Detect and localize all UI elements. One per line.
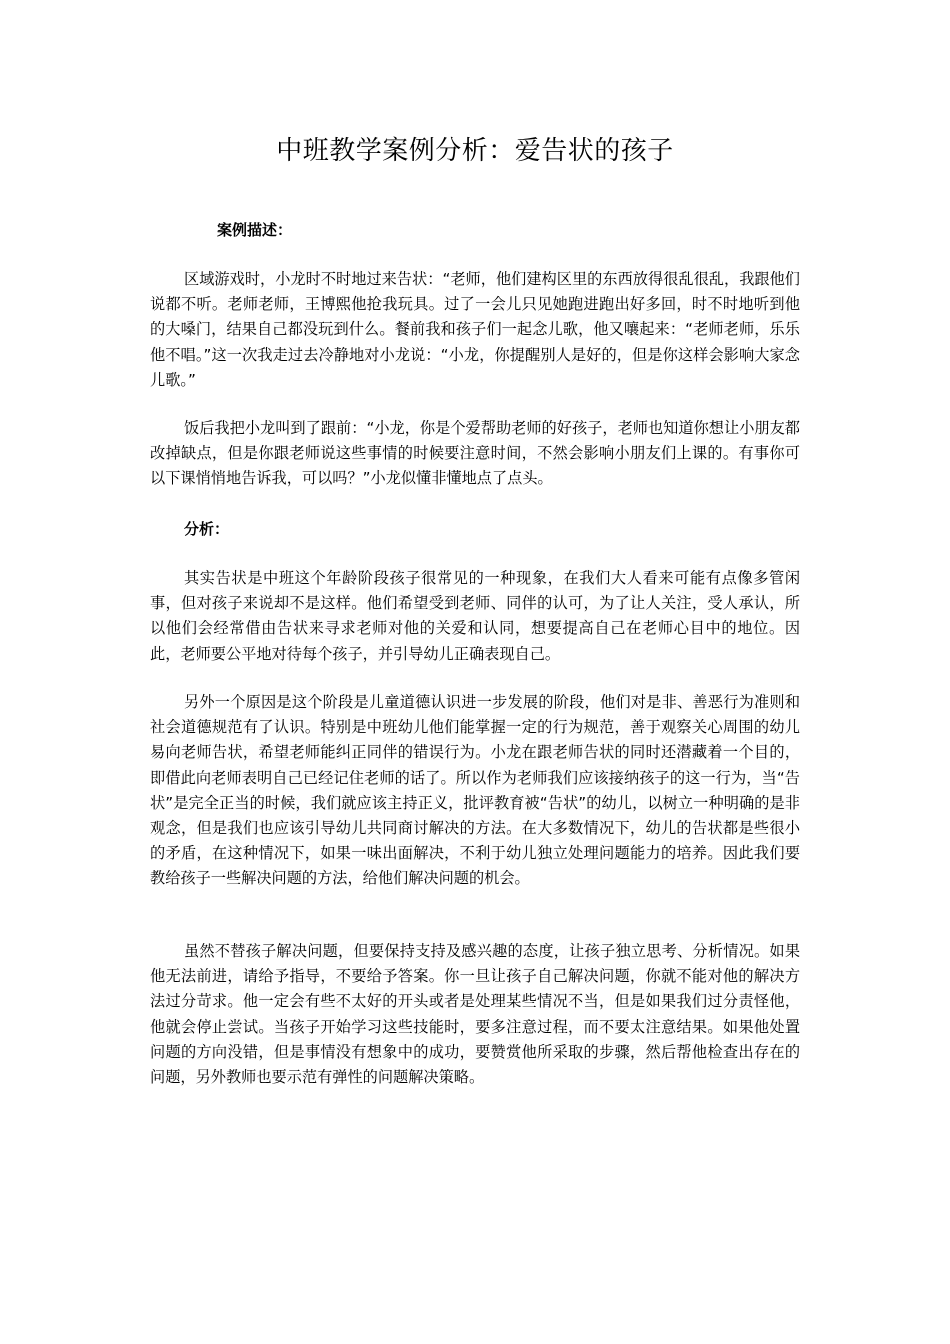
section-heading-analysis: 分析： xyxy=(184,520,230,538)
document-title: 中班教学案例分析：爱告状的孩子 xyxy=(276,136,674,166)
paragraph-case-2: 饭后我把小龙叫到了跟前：“小龙，你是个爱帮助老师的好孩子，老师也知道你想让小朋友都改掉缺点，但是你跟老师说这些事情的时候要注意时间，不然会影响小朋友们上课的。有事你可以下课悄悄地告诉我，可以吗？”小龙似懂非懂地点了点头。 xyxy=(150,419,800,488)
paragraph-analysis-3: 虽然不替孩子解决问题，但要保持支持及感兴趣的态度，让孩子独立思考、分析情况。如果他无法前进，请给予指导，不要给予答案。你一旦让孩子自己解决问题，你就不能对他的解决方法过分苛求。他一定会有些不太好的开头或者是处理某些情况不当，但是如果我们过分责怪他，他就会停止尝试。当孩子开始学习这些技能时，要多注意过程，而不要太注意结果。如果他处置问题的方向没错，但是事情没有想象中的成功，要赞赏他所采取的步骤，然后帮他检查出存在的问题，另外教师也要示范有弹性的问题解决策略。 xyxy=(150,942,800,1087)
paragraph-analysis-2: 另外一个原因是这个阶段是儿童道德认识进一步发展的阶段，他们对是非、善恶行为准则和社会道德规范有了认识。特别是中班幼儿他们能掌握一定的行为规范，善于观察关心周围的幼儿易向老师告状，希望老师能纠正同伴的错误行为。小龙在跟老师告状的同时还潜藏着一个目的，即借此向老师表明自己已经记住老师的话了。所以作为老师我们应该接纳孩子的这一行为，当“告状”是完全正当的时候，我们就应该主持正义，批评教育被“告状”的幼儿，以树立一种明确的是非观念，但是我们也应该引导幼儿共同商讨解决的方法。在大多数情况下，幼儿的告状都是些很小的矛盾，在这种情况下，如果一味出面解决，不利于幼儿独立处理问题能力的培养。因此我们要教给孩子一些解决问题的方法，给他们解决问题的机会。 xyxy=(150,693,800,888)
paragraph-analysis-1: 其实告状是中班这个年龄阶段孩子很常见的一种现象，在我们大人看来可能有点像多管闲事，但对孩子来说却不是这样。他们希望受到老师、同伴的认可，为了让人关注，受人承认，所以他们会经常借由告状来寻求老师对他的关爱和认同，想要提高自己在老师心目中的地位。因此，老师要公平地对待每个孩子，并引导幼儿正确表现自己。 xyxy=(150,569,800,663)
section-heading-description: 案例描述： xyxy=(217,221,293,239)
paragraph-case-1: 区域游戏时，小龙时不时地过来告状：“老师，他们建构区里的东西放得很乱很乱，我跟他们说都不听。老师老师，王博熙他抢我玩具。过了一会儿只见她跑进跑出好多回，时不时地听到他的大嗓门，结果自己都没玩到什么。餐前我和孩子们一起念儿歌，他又嚷起来：“老师老师，乐乐他不唱。”这一次我走过去冷静地对小龙说：“小龙，你提醒别人是好的，但是你这样会影响大家念儿歌。” xyxy=(150,270,800,389)
